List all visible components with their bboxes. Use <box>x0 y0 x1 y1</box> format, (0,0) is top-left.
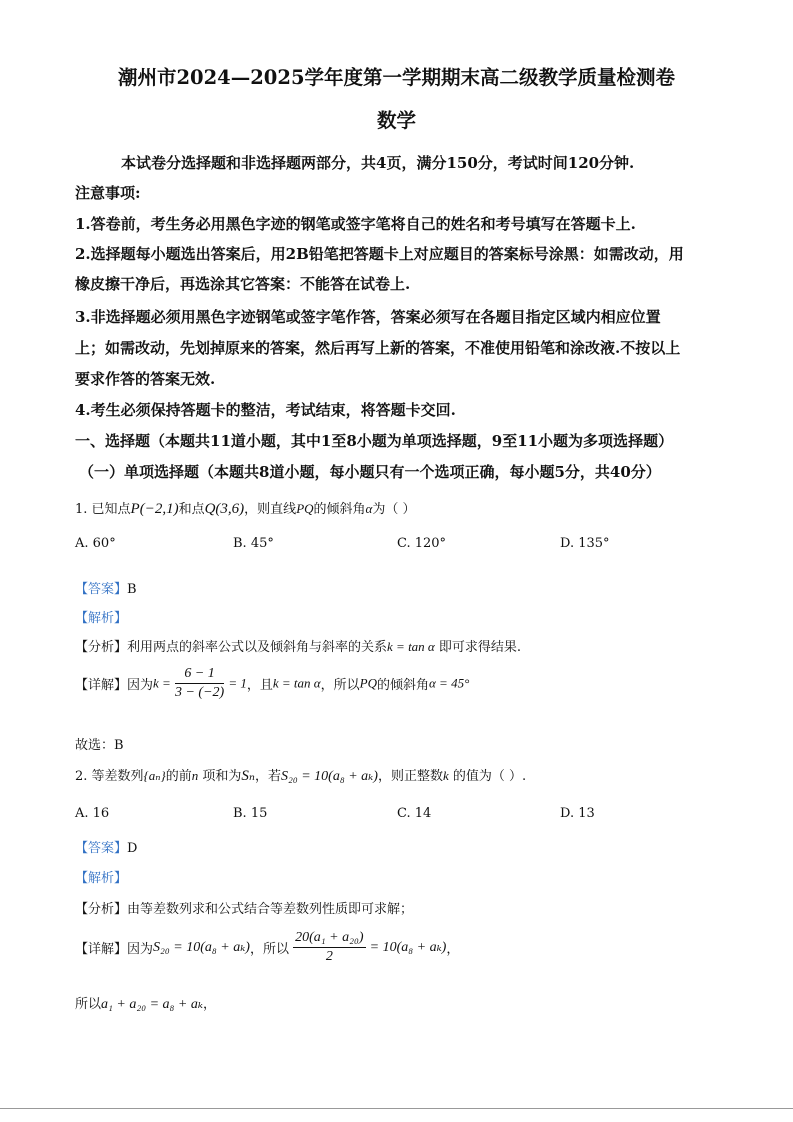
q1-text-3: ，则直线 <box>244 502 297 517</box>
q2-fenxi-tag: 【分析】 <box>75 902 128 917</box>
q2-detail-eq1: S₂₀ = 10(a₈ + aₖ) <box>153 940 250 955</box>
q1-slope-numerator: 6 − 1 <box>175 666 224 684</box>
q1-slope-denominator: 3 − (−2) <box>174 685 225 700</box>
q2-sum-denominator: 2 <box>325 949 333 964</box>
q2-sn: Sₙ <box>241 768 255 784</box>
q2-sum-numerator: 20(a₁ + a₂₀) <box>293 930 365 948</box>
notice-item-1: 1.答卷前，考生务必用黑色字迹的钢笔或签字笔将自己的姓名和考号填写在答题卡上. <box>75 215 636 233</box>
q2-detail-text-2: ，所以 <box>249 942 289 957</box>
q2-text-2: 的前 <box>165 769 192 784</box>
q1-text-4: 的倾斜角 <box>313 502 366 517</box>
q1-text-2: 和点 <box>178 502 205 517</box>
page-title: 潮州市2024—2025学年度第一学期期末高二级教学质量检测卷 <box>117 66 676 89</box>
q2-text-3: 项和为 <box>202 769 242 784</box>
q1-option-c: C. 120° <box>397 536 447 551</box>
notice-item-2-line-1: 2.选择题每小题选出答案后，用2B铅笔把答题卡上对应题目的答案标号涂黑：如需改动，用 <box>75 245 684 263</box>
q1-option-d: D. 135° <box>560 536 610 551</box>
notice-item-3-line-2: 上；如需改动，先划掉原来的答案，然后再写上新的答案，不准使用铅笔和涂改液.不按以上 <box>75 339 681 357</box>
subject-title: 数学 <box>376 109 416 132</box>
section-subtitle: （一）单项选择题（本题共8道小题，每小题只有一个选项正确，每小题5分，共40分） <box>79 463 661 481</box>
q2-detail-eq2: = 10(a₈ + aₖ) <box>369 940 447 955</box>
q1-detail <box>75 666 469 701</box>
q1-fenxi-tag: 【分析】 <box>75 640 128 655</box>
q1-conclusion: 故选：B <box>75 738 124 753</box>
q1-detail-tan: k = tan α <box>272 675 321 691</box>
q2-answer-tag: 【答案】 <box>75 841 128 856</box>
q2-so-text-2: ， <box>202 997 216 1012</box>
q1-line-pq: PQ <box>296 501 314 516</box>
q1-detail-eq: = 1 <box>228 675 247 691</box>
question-2 <box>75 765 526 785</box>
q2-analysis-tag: 【解析】 <box>75 871 128 886</box>
q1-fenxi <box>75 636 521 655</box>
q1-option-a: A. 60° <box>75 536 116 551</box>
q1-detail-k: k = <box>153 675 171 691</box>
q1-detail-text-4: 的倾斜角 <box>376 678 429 693</box>
q2-option-d: D. 13 <box>560 806 595 821</box>
q1-text-1: 1. 已知点 <box>75 502 131 517</box>
q1-detail-tag: 【详解】 <box>75 678 128 693</box>
q2-text-1: 2. 等差数列 <box>75 769 144 784</box>
q1-fenxi-formula: k = tan α <box>387 639 435 654</box>
q1-slope-fraction <box>175 666 224 701</box>
q1-analysis-tag: 【解析】 <box>75 611 128 626</box>
section-title: 一、选择题（本题共11道小题，其中1至8小题为单项选择题，9至11小题为多项选择题） <box>75 432 674 450</box>
q1-point-p: P(−2,1) <box>130 501 179 517</box>
q2-answer-value: D <box>127 841 138 856</box>
q1-fenxi-text: 利用两点的斜率公式以及倾斜角与斜率的关系 <box>127 640 388 655</box>
intro-text: 本试卷分选择题和非选择题两部分，共4页，满分150分，考试时间120分钟. <box>121 154 635 172</box>
q2-so-line <box>75 993 216 1013</box>
page-bottom-divider <box>0 1108 793 1109</box>
q2-sum-fraction <box>293 930 365 965</box>
q1-answer-value: B <box>127 582 137 597</box>
q1-detail-text-1: 因为 <box>127 678 154 693</box>
q2-so-text-1: 所以 <box>75 997 102 1012</box>
notice-item-3-line-1: 3.非选择题必须用黑色字迹钢笔或签字笔作答，答案必须写在各题目指定区域内相应位置 <box>75 308 661 326</box>
notice-item-3-line-3: 要求作答的答案无效. <box>75 370 216 388</box>
q2-text-4: ，若 <box>254 769 281 784</box>
q2-fenxi-text: 由等差数列求和公式结合等差数列性质即可求解； <box>127 902 414 917</box>
q2-so-eq: a₁ + a₂₀ = a₈ + aₖ <box>101 997 203 1012</box>
q1-detail-result: α = 45° <box>428 675 470 691</box>
q2-detail-text-3: ， <box>446 942 460 957</box>
q2-text-5: ，则正整数 <box>377 769 443 784</box>
q2-k: k <box>442 768 449 783</box>
q1-text-5: 为（ ） <box>372 502 416 517</box>
q2-option-a: A. 16 <box>75 806 110 821</box>
q1-answer <box>75 578 137 597</box>
question-1 <box>75 498 416 518</box>
q2-option-c: C. 14 <box>397 806 432 821</box>
notice-item-4: 4.考生必须保持答题卡的整洁，考试结束，将答题卡交回. <box>75 401 456 419</box>
notice-item-2-line-2: 橡皮擦干净后，再选涂其它答案：不能答在试卷上. <box>75 275 411 293</box>
q1-detail-text-2: ，且 <box>246 678 273 693</box>
q2-n: n <box>191 768 199 783</box>
q2-sequence: {aₙ} <box>143 768 166 783</box>
q1-detail-text-3: ，所以 <box>320 678 360 693</box>
q2-condition: S₂₀ = 10(a₈ + aₖ) <box>281 769 378 784</box>
notice-heading: 注意事项: <box>75 184 141 202</box>
q2-text-6: 的值为（ ）. <box>452 769 527 784</box>
q1-detail-pq: PQ <box>359 675 377 691</box>
q1-alpha: α <box>365 501 373 516</box>
q2-detail-tag: 【详解】 <box>75 942 128 957</box>
q2-answer <box>75 837 137 856</box>
q2-option-b: B. 15 <box>233 806 268 821</box>
q1-answer-tag: 【答案】 <box>75 582 128 597</box>
q1-point-q: Q(3,6) <box>204 501 245 517</box>
q1-fenxi-tail: 即可求得结果. <box>438 640 522 655</box>
q1-option-b: B. 45° <box>233 536 274 551</box>
q2-fenxi <box>75 898 413 917</box>
q2-detail <box>75 930 459 965</box>
q2-detail-text-1: 因为 <box>127 942 154 957</box>
